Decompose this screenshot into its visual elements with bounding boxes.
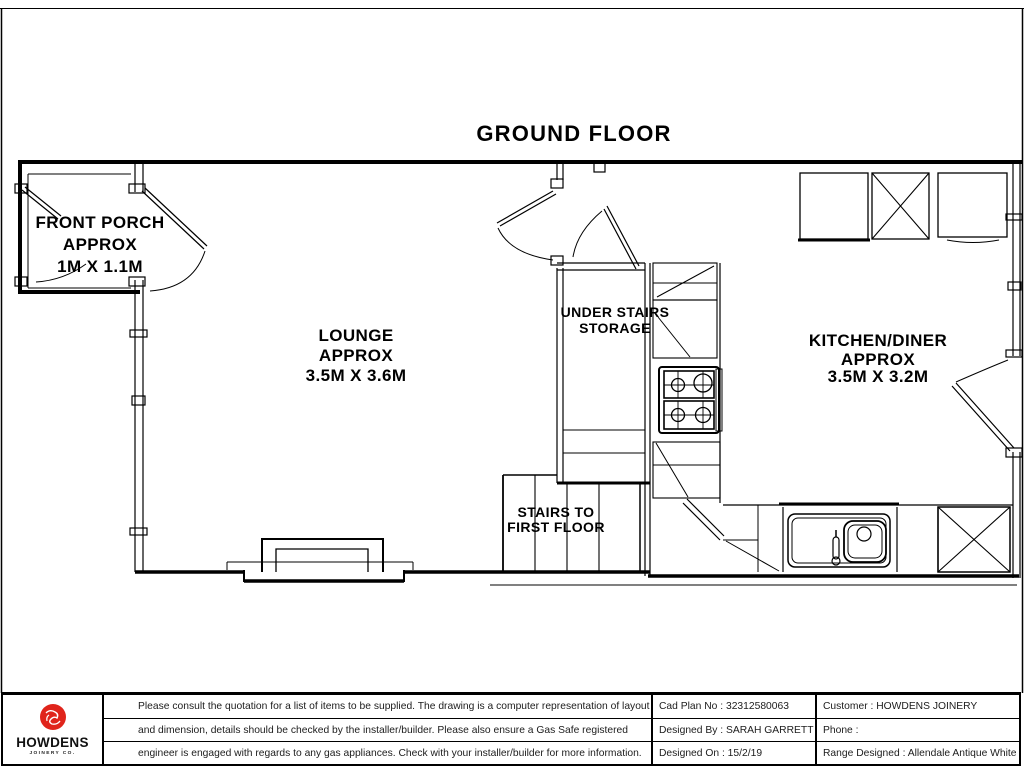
disclaimer-line: Please consult the quotation for a list of items to be supplied. The drawing is a computer representation of layout [104, 695, 653, 718]
cabinet-unit [800, 173, 868, 239]
disclaimer-line: engineer is engaged with regards to any gas appliances. Check with your installer/builder for more information. [104, 741, 653, 764]
page-title: GROUND FLOOR [476, 121, 672, 146]
appliance-unit [938, 173, 1007, 237]
title-block [1, 692, 1021, 766]
lounge-window [130, 330, 147, 535]
hall-kitchen-door [573, 206, 639, 269]
howdens-logo [3, 695, 104, 764]
gas-hob [659, 367, 722, 433]
lounge-label: 3.5M X 3.6M [305, 366, 407, 385]
kitchen-label: 3.5M X 3.2M [827, 367, 929, 386]
sink-plug [857, 527, 871, 541]
range-designed: Range Designed : Allendale Antique White [817, 741, 1019, 764]
porch-lounge-door [142, 188, 207, 291]
storage-label: STORAGE [579, 320, 651, 336]
sink-unit [779, 504, 899, 572]
kitchen-bottom-run [723, 504, 1013, 572]
base-cabinet [653, 442, 720, 498]
brand-subtitle: JOINERY CO. [29, 751, 76, 756]
porch-label: 1M X 1.1M [57, 257, 143, 276]
designed-by: Designed By : SARAH GARRETT [653, 718, 817, 741]
designed-on: Designed On : 15/2/19 [653, 741, 817, 764]
disclaimer-line: and dimension, details should be checked by the installer/builder. Please also ensure a Gas Safe registered [104, 718, 653, 741]
phone: Phone : [817, 718, 1019, 741]
fireplace [262, 539, 383, 572]
back-door [952, 360, 1022, 457]
kitchen-label: APPROX [840, 350, 916, 369]
kitchen-right-wall [952, 162, 1022, 578]
stairs-label: FIRST FLOOR [507, 519, 605, 535]
tap-icon [832, 530, 840, 565]
room-labels [35, 213, 947, 535]
kitchen-label: KITCHEN/DINER [808, 331, 948, 350]
customer: Customer : HOWDENS JOINERY [823, 701, 978, 712]
porch-label: FRONT PORCH [35, 213, 165, 232]
kitchen-wall-units [798, 173, 1007, 243]
hall-lounge-door [497, 191, 556, 260]
porch-label: APPROX [62, 235, 138, 254]
stairs-label: STAIRS TO [517, 504, 595, 520]
brand-name: HOWDENS [16, 735, 89, 750]
corner-cabinet [723, 505, 779, 572]
cad-plan-no: Cad Plan No : 32312580063 [653, 695, 817, 718]
howdens-lion-icon [33, 703, 73, 733]
angled-worktop [683, 499, 724, 540]
lounge-label: LOUNGE [318, 326, 394, 345]
storage-label: UNDER STAIRS [560, 304, 670, 320]
lounge-label: APPROX [318, 346, 394, 365]
